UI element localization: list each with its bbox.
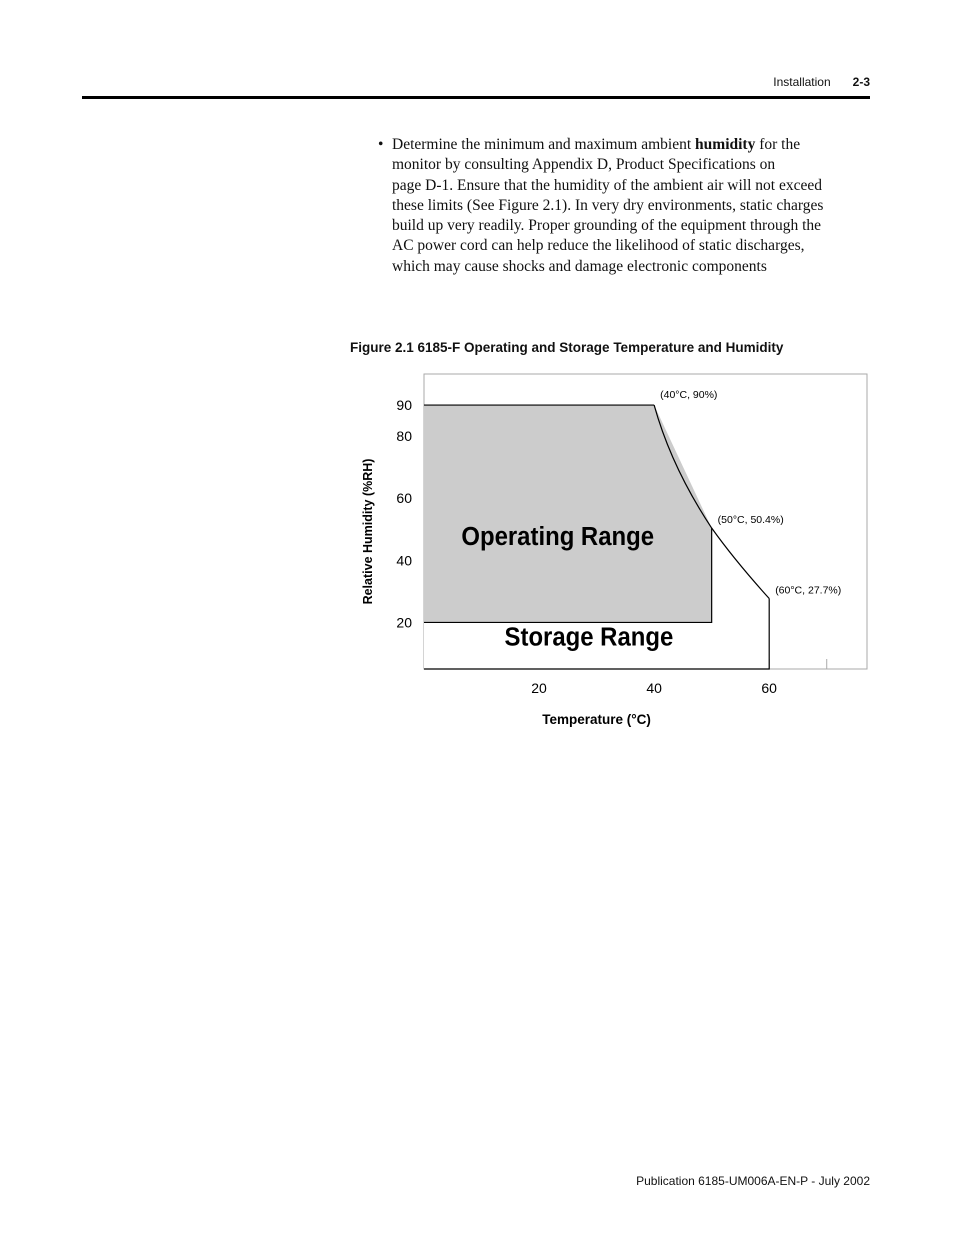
- header-page-number: 2-3: [852, 75, 870, 89]
- x-tick-label: 60: [761, 680, 777, 696]
- y-tick-label: 60: [396, 490, 412, 507]
- operating-range-label: Operating Range: [461, 521, 655, 552]
- bullet-line-3: page D-1. Ensure that the humidity of the ambient air will not exceed: [392, 176, 822, 194]
- chart-plot: [361, 374, 867, 727]
- header-rule: [82, 96, 870, 99]
- bullet-paragraph: [378, 135, 858, 277]
- bullet-line-7: which may cause shocks and damage electronic components: [392, 257, 767, 275]
- point-annotation: (50°C, 50.4%): [717, 514, 784, 527]
- bullet-line-2: monitor by consulting Appendix D, Product Specifications on: [392, 156, 776, 174]
- point-annotation: (60°C, 27.7%): [775, 584, 842, 597]
- bullet-line-1-end: for the: [755, 136, 801, 153]
- storage-range-label: Storage Range: [504, 622, 674, 652]
- bullet-text: [392, 135, 858, 277]
- running-header: [660, 75, 870, 93]
- y-tick-label: 20: [396, 614, 412, 631]
- publication-footer: Publication 6185-UM006A-EN-P - July 2002: [636, 1174, 870, 1188]
- x-tick-label: 20: [531, 680, 547, 696]
- bullet-line-4: these limits (See Figure 2.1). In very dry environments, static charges: [392, 196, 824, 214]
- bullet-line-1-start: Determine the minimum and maximum ambient: [392, 136, 696, 153]
- bullet-line-6: AC power cord can help reduce the likelihood of static discharges,: [392, 237, 805, 255]
- x-tick-label: 40: [646, 680, 662, 696]
- y-axis-label: Relative Humidity (%RH): [361, 458, 375, 605]
- figure-caption: Figure 2.1 6185-F Operating and Storage Temperature and Humidity: [350, 340, 784, 355]
- point-annotation: (40°C, 90%): [660, 389, 718, 402]
- y-tick-label: 80: [396, 428, 412, 445]
- bullet-line-5: build up very readily. Proper grounding of the equipment through the: [392, 217, 822, 235]
- y-tick-label: 40: [396, 552, 412, 569]
- header-section-title: Installation: [773, 75, 831, 89]
- temperature-humidity-chart: [350, 365, 880, 740]
- operating-region: [424, 405, 712, 622]
- x-axis-label: Temperature (°C): [542, 712, 651, 727]
- keyword-humidity: humidity: [695, 136, 756, 153]
- bullet-line-1: [392, 135, 858, 155]
- bullet-dot: •: [378, 136, 384, 153]
- y-tick-label: 90: [396, 397, 412, 414]
